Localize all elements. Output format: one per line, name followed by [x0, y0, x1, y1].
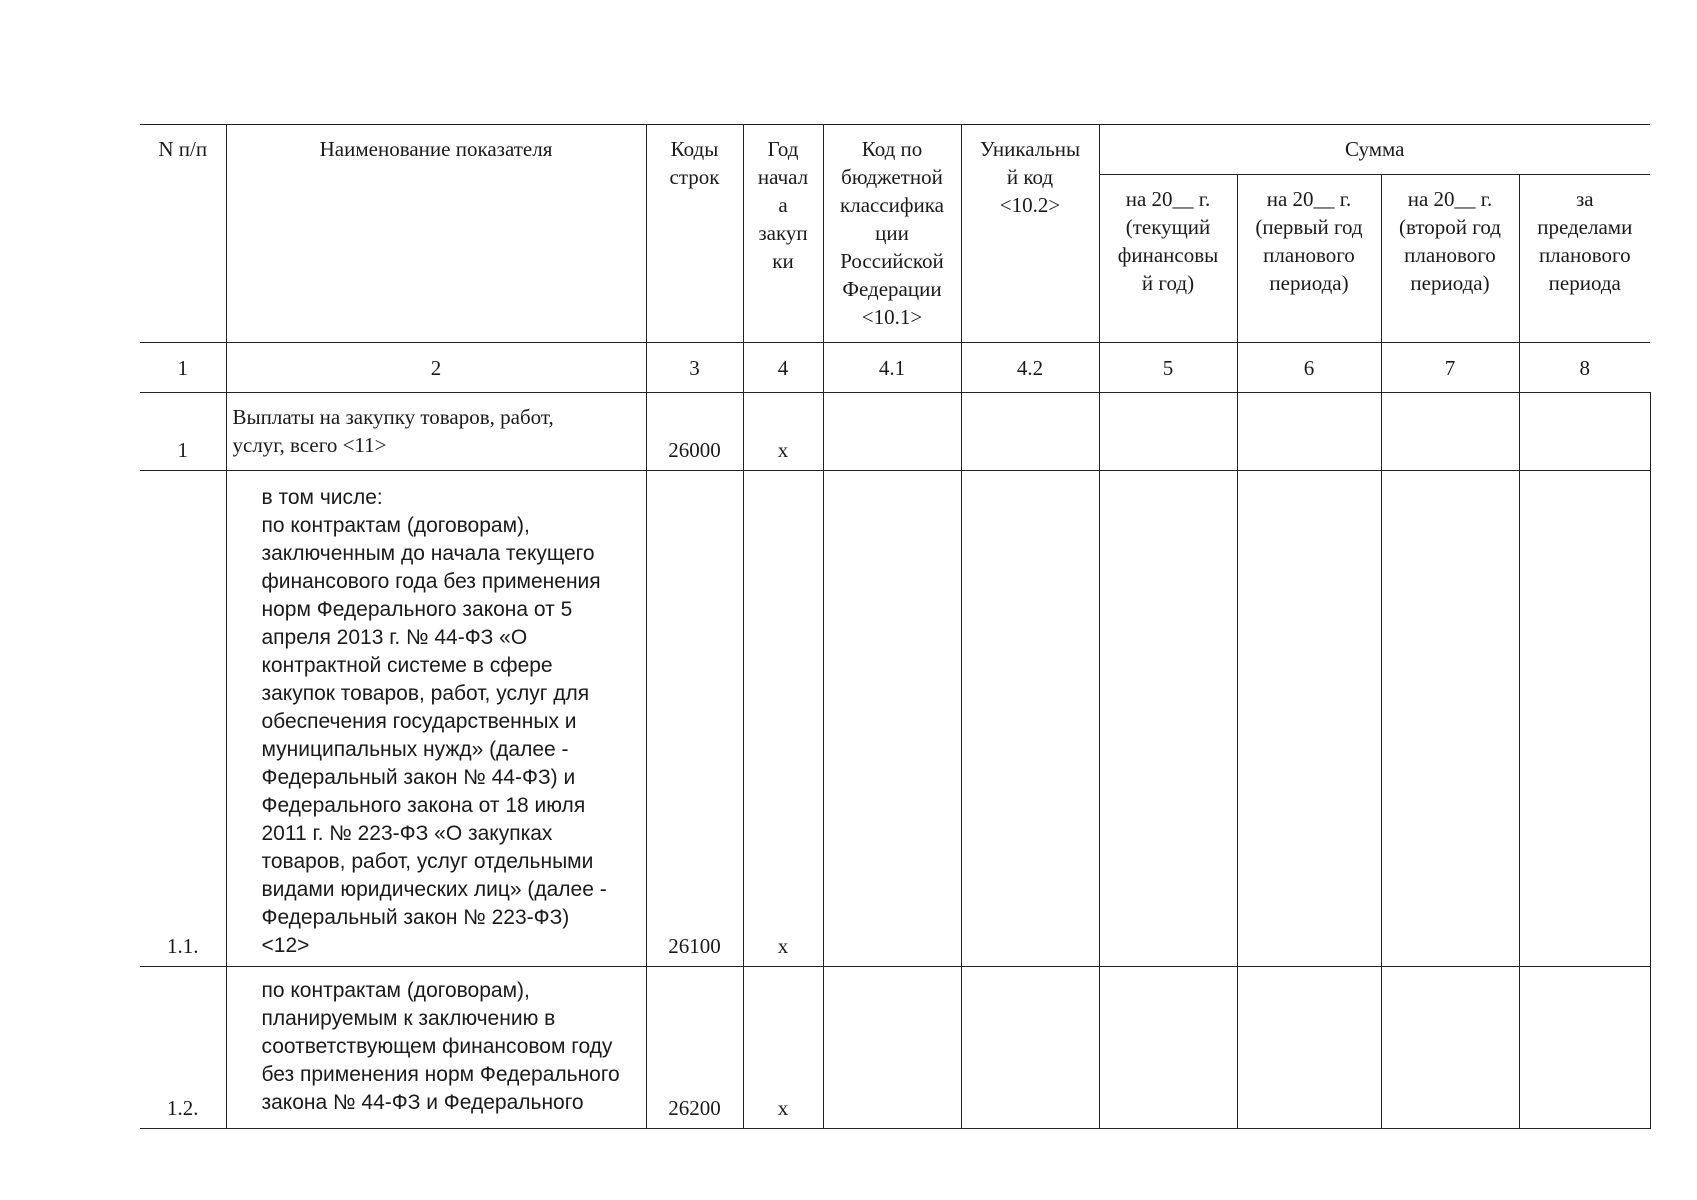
- cell-sum-first-plan-year[interactable]: [1237, 471, 1381, 967]
- cell-sum-beyond-plan[interactable]: [1519, 967, 1650, 1129]
- table-row: [140, 471, 1650, 967]
- header-row-number: N п/п: [140, 125, 226, 343]
- indicator-table: [140, 124, 1651, 1129]
- row-indicator-name: Выплаты на закупку товаров, работ, услуг, всего <11>: [226, 393, 646, 471]
- header-sum-group: Сумма: [1099, 125, 1650, 175]
- row-indicator-name: в том числе: по контрактам (договорам), заключенным до начала текущего финансового года без применения норм Федерального закона от 5 апреля 2013 г. № 44-ФЗ «О контрактной системе в сфере закупок товаров, работ, услуг для обеспечения государственных и муниципальных нужд» (далее - Федеральный закон № 44-ФЗ) и Федерального закона от 18 июля 2011 г. № 223-ФЗ «О закупках товаров, работ, услуг отдельными видами юридических лиц» (далее - Федеральный закон № 223-ФЗ) <12>: [226, 471, 646, 967]
- row-indicator-name: по контрактам (договорам), планируемым к заключению в соответствующем финансовом году без применения норм Федерального закона № 44-ФЗ и Федерального: [226, 967, 646, 1129]
- header-current-year: на 20__ г. (текущий финансовы й год): [1099, 175, 1237, 343]
- cell-budget-code[interactable]: [823, 967, 961, 1129]
- column-number: 4: [743, 343, 823, 393]
- cell-sum-first-plan-year[interactable]: [1237, 967, 1381, 1129]
- cell-unique-code[interactable]: [961, 967, 1099, 1129]
- row-number: 1: [140, 393, 226, 471]
- row-procurement-year: x: [743, 967, 823, 1129]
- cell-sum-beyond-plan[interactable]: [1519, 393, 1650, 471]
- cell-unique-code[interactable]: [961, 471, 1099, 967]
- header-line-codes: Коды строк: [646, 125, 743, 343]
- column-number: 6: [1237, 343, 1381, 393]
- cell-sum-current-year[interactable]: [1099, 967, 1237, 1129]
- header-beyond-plan-period: за пределами планового периода: [1519, 175, 1650, 343]
- header-budget-classification-code: Код по бюджетной классифика ции Российской Федерации <10.1>: [823, 125, 961, 343]
- column-number: 5: [1099, 343, 1237, 393]
- cell-sum-current-year[interactable]: [1099, 471, 1237, 967]
- header-first-plan-year: на 20__ г. (первый год планового периода): [1237, 175, 1381, 343]
- row-procurement-year: x: [743, 393, 823, 471]
- row-line-code: 26000: [646, 393, 743, 471]
- column-number: 7: [1381, 343, 1519, 393]
- cell-budget-code[interactable]: [823, 471, 961, 967]
- table-row: [140, 393, 1650, 471]
- cell-sum-first-plan-year[interactable]: [1237, 393, 1381, 471]
- cell-sum-second-plan-year[interactable]: [1381, 471, 1519, 967]
- column-number: 3: [646, 343, 743, 393]
- cell-sum-second-plan-year[interactable]: [1381, 967, 1519, 1129]
- column-number: 2: [226, 343, 646, 393]
- row-number: 1.1.: [140, 471, 226, 967]
- column-number: 1: [140, 343, 226, 393]
- table-row: [140, 967, 1650, 1129]
- row-procurement-year: x: [743, 471, 823, 967]
- header-procurement-year: Год начал а закуп ки: [743, 125, 823, 343]
- row-line-code: 26200: [646, 967, 743, 1129]
- column-number: 4.2: [961, 343, 1099, 393]
- header-second-plan-year: на 20__ г. (второй год планового периода): [1381, 175, 1519, 343]
- cell-budget-code[interactable]: [823, 393, 961, 471]
- cell-sum-second-plan-year[interactable]: [1381, 393, 1519, 471]
- cell-sum-current-year[interactable]: [1099, 393, 1237, 471]
- column-number: 4.1: [823, 343, 961, 393]
- cell-unique-code[interactable]: [961, 393, 1099, 471]
- header-indicator-name: Наименование показателя: [226, 125, 646, 343]
- cell-sum-beyond-plan[interactable]: [1519, 471, 1650, 967]
- row-number: 1.2.: [140, 967, 226, 1129]
- header-unique-code: Уникальны й код <10.2>: [961, 125, 1099, 343]
- column-number: 8: [1519, 343, 1650, 393]
- row-line-code: 26100: [646, 471, 743, 967]
